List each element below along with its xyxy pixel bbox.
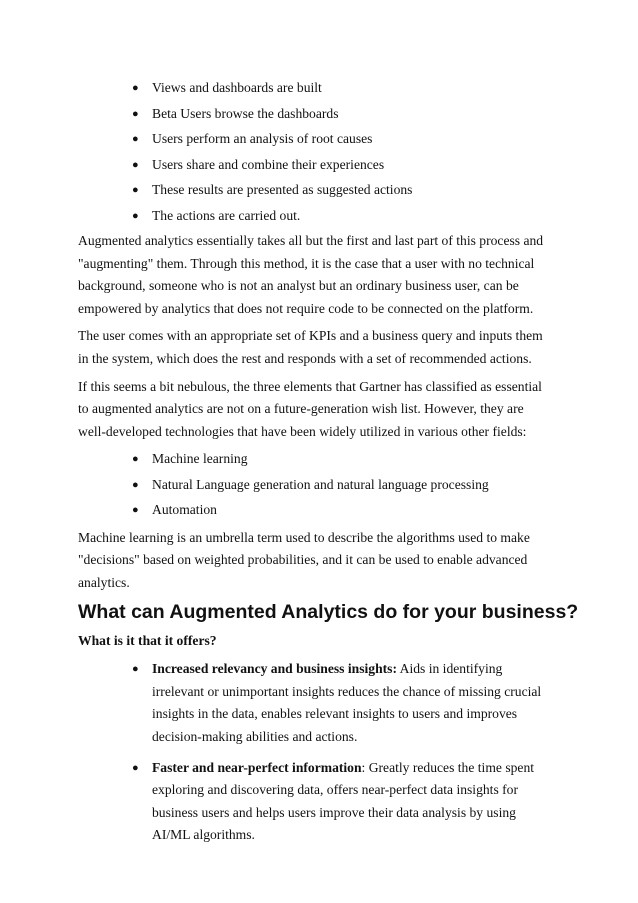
bullet-icon: ●	[132, 133, 139, 145]
paragraph-augmented-analytics: Augmented analytics essentially takes all but the first and last part of this process and "augmenting" them. Through this method, it is the case that a user with no technical background, someone who is not an analyst but an ordinary business user, can be empowered by analytics that does not require code to be connected on the platform.	[78, 233, 544, 316]
list-item: ● Automation	[78, 499, 562, 525]
subheading: What is it that it offers?	[78, 632, 217, 648]
bullet-icon: ●	[132, 107, 139, 120]
bullet-icon: ●	[132, 209, 139, 222]
list-item: ● These results are presented as suggested actions	[78, 179, 562, 205]
bullet-icon: ●	[132, 453, 139, 466]
bullet-icon: ●	[132, 478, 139, 491]
list-item: ● Machine learning	[78, 448, 562, 474]
list-item: ● Faster and near-perfect information: Greatly reduces the time spent exploring and discovering data, offers near-perfect data insights for business users and helps users improve their data analysis by using AI/ML algorithms.	[78, 757, 562, 847]
bullet-icon: ●	[132, 504, 139, 517]
technology-list	[78, 448, 562, 525]
paragraph-machine-learning: Machine learning is an umbrella term used to describe the algorithms used to make "decisions" based on weighted probabilities, and it can be used to enable advanced analytics.	[78, 529, 530, 591]
bullet-icon: ●	[132, 184, 139, 196]
list-item: ● Beta Users browse the dashboards	[78, 103, 562, 129]
bullet-icon: ●	[132, 158, 139, 171]
document-page	[78, 77, 579, 855]
section-heading: What can Augmented Analytics do for your business?	[78, 600, 579, 623]
list-item: ● Users share and combine their experiences	[78, 154, 562, 180]
list-item: ● Views and dashboards are built	[78, 77, 562, 103]
list-item: ● Increased relevancy and business insights: Aids in identifying irrelevant or unimportant insights reduces the chance of missing crucial insights in the data, enables relevant insights to users and improves decision-making abilities and actions.	[78, 658, 562, 748]
bullet-icon: ●	[132, 82, 139, 94]
benefits-list	[78, 658, 562, 847]
process-list	[78, 77, 562, 230]
list-item: ● The actions are carried out.	[78, 205, 562, 231]
list-item: ● Natural Language generation and natural language processing	[78, 474, 562, 500]
list-item: ● Users perform an analysis of root causes	[78, 128, 562, 154]
paragraph-user-kpis: The user comes with an appropriate set of KPIs and a business query and inputs them in the system, which does the rest and responds with a set of recommended actions.	[78, 328, 543, 366]
paragraph-gartner: If this seems a bit nebulous, the three elements that Gartner has classified as essential to augmented analytics are not on a future-generation wish list. However, they are well-developed technologies that have been widely utilized in various other fields:	[78, 378, 542, 439]
bullet-icon: ●	[132, 663, 139, 676]
bullet-icon: ●	[132, 761, 139, 774]
